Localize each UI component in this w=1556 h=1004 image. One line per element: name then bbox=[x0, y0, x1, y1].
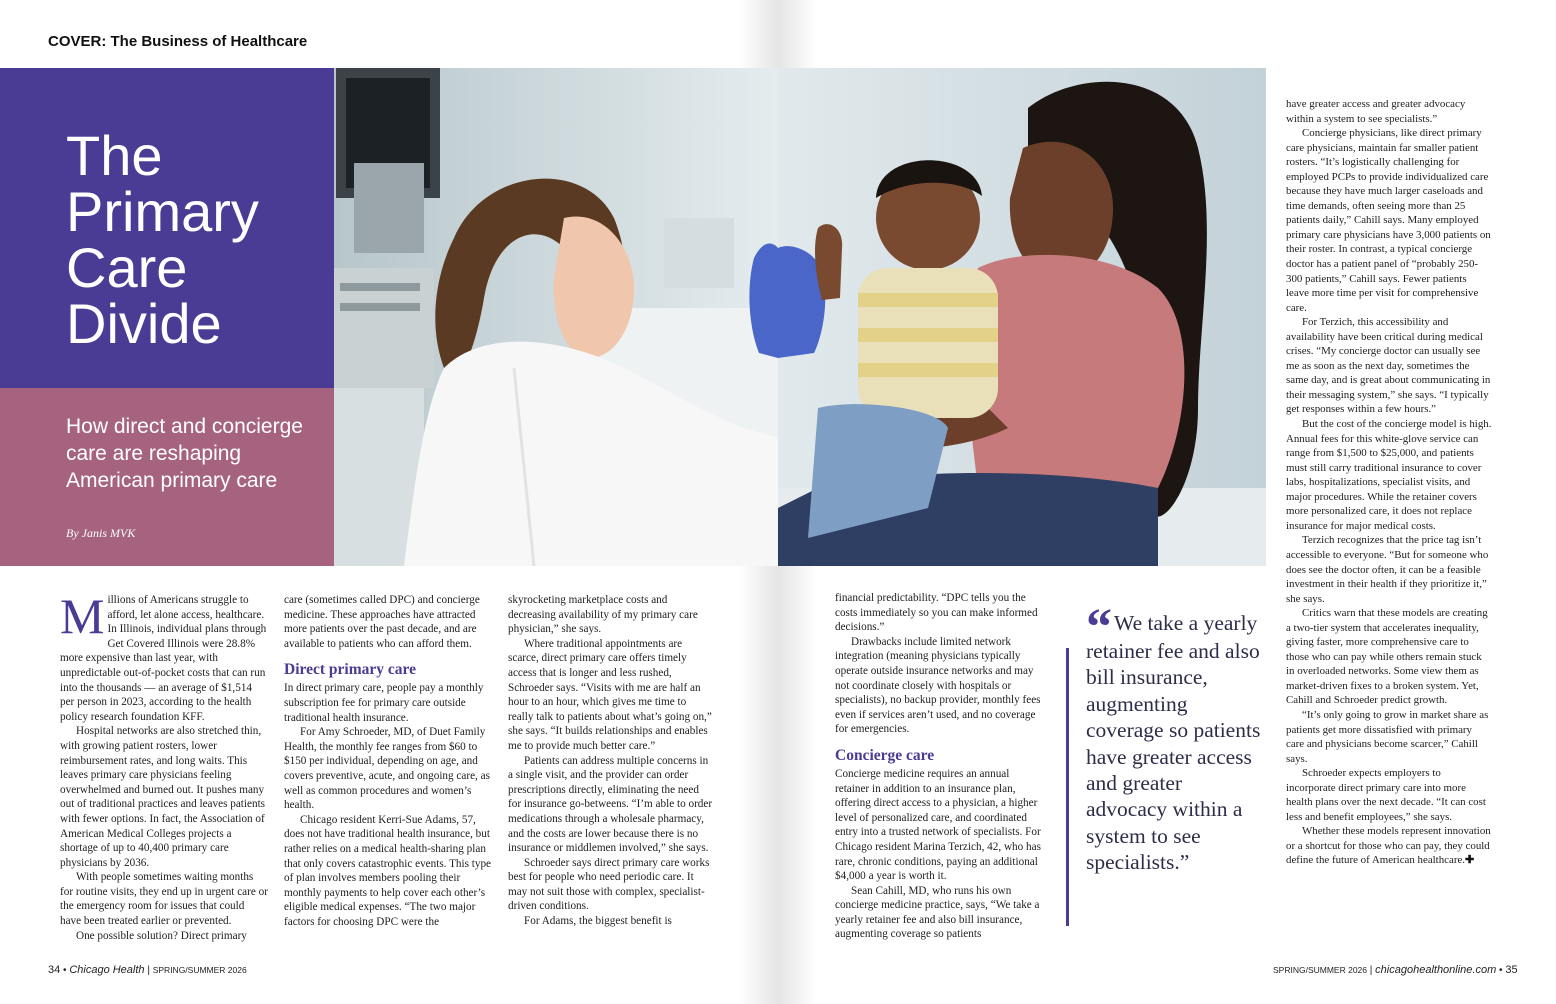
paragraph: For Adams, the biggest benefit is bbox=[524, 915, 672, 928]
paragraph: Terzich recognizes that the price tag isn’t accessible to everyone. “But for someone who does see the doctor often, it can be a feasible investment in their health if they prioritize it,” she says. bbox=[1286, 534, 1489, 605]
paragraph: Sean Cahill, MD, who runs his own concierge medicine practice, says, “We take a yearly retainer fee and also bill insurance, augmenting coverage so patients bbox=[835, 884, 1040, 941]
page-number: 35 bbox=[1505, 964, 1518, 976]
paragraph: With people sometimes waiting months for routine visits, they end up in urgent care or the emergency room for issues that could have been treated earlier or prevented. bbox=[60, 871, 268, 928]
paragraph: financial predictability. “DPC tells you the costs immediately so you can make informed decisions.” bbox=[835, 592, 1038, 634]
paragraph: For Amy Schroeder, MD, of Duet Family Health, the monthly fee ranges from $60 to $150 per individual, depending on age, and covers preventive, acute, and ongoing care, as well as common procedures and women’s health. bbox=[284, 726, 490, 812]
pull-quote-text: We take a yearly retainer fee and also bill insurance, augmenting coverage so patients have greater access and greater advocacy within a system to see specialists.” bbox=[1086, 611, 1261, 875]
section-heading: Concierge care bbox=[835, 746, 935, 764]
paragraph-text: Whether these models represent innovation or a shortcut for those who can pay, they could define the future of American healthcare. bbox=[1286, 825, 1491, 867]
paragraph: For Terzich, this accessibility and availability have been critical during medical crises. “My concierge doctor can usually see me as soon as the next day, sometimes the same day, and is great about communicating in their messaging system,” she says. “I typically get responses within a few hours.” bbox=[1286, 316, 1491, 416]
paragraph: have greater access and greater advocacy within a system to see specialists.” bbox=[1286, 98, 1466, 125]
issue-label: SPRING/SUMMER 2026 bbox=[1273, 965, 1367, 975]
section-label: COVER: The Business of Healthcare bbox=[48, 33, 308, 50]
footer-left bbox=[48, 964, 247, 976]
paragraph: Schroeder expects employers to incorporate direct primary care into more health plans over the next decade. “It can cost less and benefit employees,” she says. bbox=[1286, 767, 1486, 823]
drop-cap: M bbox=[60, 588, 105, 644]
title-line: The bbox=[66, 124, 163, 187]
paragraph: In direct primary care, people pay a monthly subscription fee for primary care outside traditional health insurance. bbox=[284, 682, 484, 724]
paragraph: One possible solution? Direct primary bbox=[76, 929, 247, 942]
paragraph: “It’s only going to grow in market share as patients get more dissatisfied with primary care and physicians become scarcer,” Cahill says. bbox=[1286, 708, 1489, 765]
text-column-1 bbox=[60, 588, 268, 943]
pull-quote-rule bbox=[1066, 648, 1069, 926]
text-column-5 bbox=[1286, 97, 1492, 868]
title-line: Divide bbox=[66, 292, 222, 355]
paragraph: skyrocketing marketplace costs and decreasing availability of my primary care physician,” she says. bbox=[508, 594, 698, 636]
family-illustration bbox=[778, 68, 1266, 566]
quote-mark-icon: “ bbox=[1086, 599, 1112, 656]
title-line: Care bbox=[66, 236, 188, 299]
article-title bbox=[66, 124, 326, 355]
bullet: • bbox=[1499, 965, 1503, 976]
text-column-4 bbox=[835, 591, 1045, 942]
magazine-name: Chicago Health bbox=[69, 964, 145, 976]
pull-quote bbox=[1086, 599, 1261, 876]
issue-label: SPRING/SUMMER 2026 bbox=[152, 965, 247, 975]
bullet: • bbox=[63, 965, 67, 976]
paragraph: Hospital networks are also stretched thin, with growing patient rosters, lower reimbursement rates, and long waits. This leaves primary care physicians feeling overwhelmed and burned out. It pushes many out of traditional practices and leaves patients with fewer options. In fact, the Association of American Medical Colleges projects a shortage of up to 40,400 primary care physicians by 2036. bbox=[60, 725, 266, 869]
footer-right bbox=[1273, 964, 1518, 976]
article-subtitle: How direct and concierge care are reshaping American primary care bbox=[66, 415, 303, 492]
paragraph: Schroeder says direct primary care works best for people who need periodic care. It may not suit those with complex, specialist-driven conditions. bbox=[508, 856, 710, 913]
paragraph bbox=[60, 588, 268, 724]
hero-photo-right bbox=[778, 68, 1266, 566]
paragraph-text: illions of Americans struggle to afford, let alone access, healthcare. In Illinois, individual plans through Get Covered Illinois were 28.8% more expensive than last year, with unpredictable out-of-pocket costs that can run into the thousands — an average of $1,514 per person in 2023, according to the health policy research foundation KFF. bbox=[60, 594, 267, 723]
page-number: 34 bbox=[48, 964, 61, 976]
title-line: Primary bbox=[66, 180, 259, 243]
separator: | bbox=[1369, 965, 1373, 976]
doctor-illustration bbox=[334, 68, 778, 566]
paragraph: Chicago resident Kerri-Sue Adams, 57, does not have traditional health insurance, but rather relies on a medical health-sharing plan that only covers catastrophic events. This type of plan involves members pooling their monthly payments to help cover each other’s eligible medical expenses. “The two major factors for choosing DPC were the bbox=[284, 813, 492, 928]
text-column-3 bbox=[508, 593, 714, 929]
paragraph: Concierge medicine requires an annual retainer in addition to an insurance plan, offering direct access to a physician, a higher level of personalized care, and coordinated entry into a trusted network of specialists. For Chicago resident Marina Terzich, 42, who has rare, chronic conditions, paying an additional $4,000 a year is worth it. bbox=[835, 767, 1041, 883]
paragraph: Critics warn that these models are creating a two-tier system that accelerates inequality, giving faster, more comprehensive care to those who can pay while others remain stuck in overloaded networks. Some view them as market-driven fixes to a broken system. Yet, Cahill and Schroeder predict growth. bbox=[1286, 607, 1488, 707]
paragraph: Drawbacks include limited network integration (meaning physicians typically operate outside insurance networks and may not coordinate closely with hospitals or specialists), no backup provider, monthly fees even if services aren’t used, and no coverage for emergencies. bbox=[835, 635, 1041, 736]
separator: | bbox=[147, 965, 150, 976]
text-column-2 bbox=[284, 593, 492, 929]
paragraph: Where traditional appointments are scarce, direct primary care offers timely access that is longer and less rushed, Schroeder says. “Visits with me are half an hour to an hour, which gives me time to really talk to patients about what’s going on,” she says. “It builds relationships and enables me to provide much better care.” bbox=[508, 637, 712, 752]
website-link[interactable]: chicagohealthonline.com bbox=[1375, 964, 1497, 976]
paragraph: But the cost of the concierge model is high. Annual fees for this white-glove service can range from $1,500 to $25,000, and patients must still carry traditional insurance to cover labs, hospitalizations, specialist visits, and major procedures. While the retainer covers more personalized care, it does not replace insurance for major medical costs. bbox=[1286, 418, 1492, 532]
paragraph: Patients can address multiple concerns in a single visit, and the provider can order prescriptions directly, eliminating the need for insurance go-betweens. “I’m able to order medications through a wholesale pharmacy, and the costs are lower because there is no insurance or middlemen involved,” she says. bbox=[508, 754, 713, 855]
paragraph bbox=[1286, 824, 1492, 868]
paragraph: Concierge physicians, like direct primary care physicians, maintain far smaller patient rosters. “It’s logistically challenging for employed PCPs to provide individualized care because they have much larger caseloads and time demands, often seeing more than 25 patients daily,” Cahill says. Many employed primary care physicians have 3,000 patients on their roster. In contrast, a typical concierge doctor has a patient panel of “probably 250-300 patients,” Cahill says. Fewer patients leave more time per visit for comprehensive care. bbox=[1286, 127, 1491, 314]
paragraph: care (sometimes called DPC) and concierge medicine. These approaches have attracted more patients over the past decade, and are available to patients who can afford them. bbox=[284, 594, 480, 650]
byline: By Janis MVK bbox=[66, 526, 136, 540]
hero-photo-left bbox=[334, 68, 778, 566]
section-heading: Direct primary care bbox=[284, 661, 416, 679]
end-mark-icon: ✚ bbox=[1465, 854, 1475, 867]
